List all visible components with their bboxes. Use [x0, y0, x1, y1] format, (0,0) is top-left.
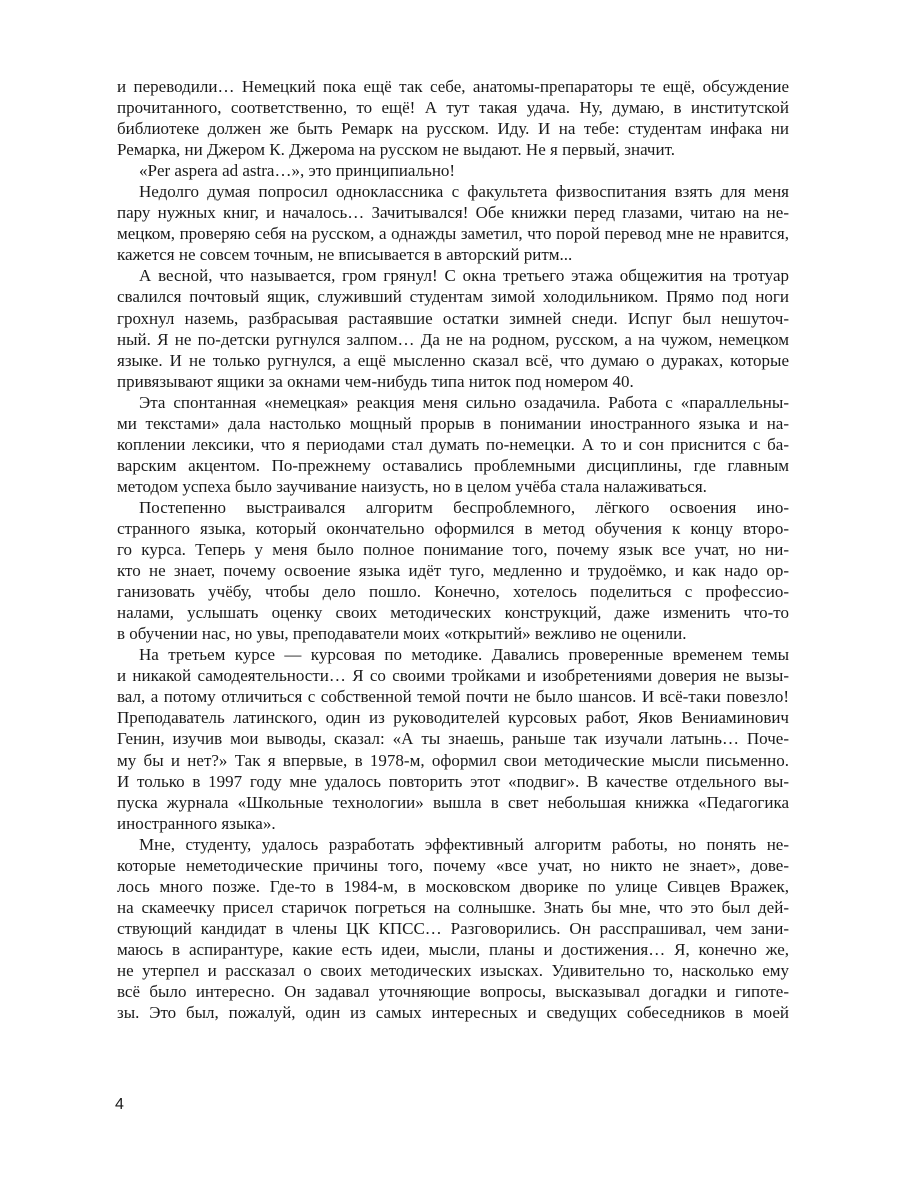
text-line-content: на скамеечку присел старичок погреться на солнышке. Знать бы мне, что это был дей- [117, 897, 789, 917]
text-line-content: Эта спонтанная «немецкая» реакция меня сильно озадачила. Работа с «параллельны- [139, 392, 789, 412]
text-line [117, 855, 789, 876]
text-line-content: лось много позже. Где-то в 1984-м, в московском дворике по улице Сивцев Вражек, [117, 876, 789, 896]
text-line [117, 897, 789, 918]
text-line [117, 308, 789, 329]
text-line-content: коплении лексики, что я периодами стал думать по-немецки. А то и сон приснится с ба- [117, 434, 789, 454]
paragraph [117, 644, 789, 833]
text-line-content: И только в 1997 году мне удалось повторить этот «подвиг». В качестве отдельного вы- [117, 771, 789, 791]
text-line-content: языке. И не только ругнулся, а ещё мысленно сказал всё, что думаю о дураках, которые [117, 350, 789, 370]
text-line [117, 771, 789, 792]
text-line [117, 497, 789, 518]
text-line [117, 181, 789, 202]
text-line [117, 834, 789, 855]
text-line-content: ствующий кандидат в члены ЦК КПСС… Разговорились. Он расспрашивал, чем зани- [117, 918, 789, 938]
text-line [117, 644, 789, 665]
text-line [117, 160, 789, 181]
text-line-content: пару нужных книг, и началось… Зачитывался! Обе книжки перед глазами, читаю на не- [117, 203, 789, 223]
text-line-content: го курса. Теперь у меня было полное понимание того, почему язык все учат, но ни- [117, 540, 789, 560]
text-line-content: иностранного языка». [117, 813, 276, 833]
text-line [117, 707, 789, 728]
text-line-content: кто не знает, почему освоение языка идёт туго, медленно и трудоёмко, и как надо ор- [117, 561, 789, 581]
text-line [117, 560, 789, 581]
text-line [117, 750, 789, 771]
text-line-content: Генин, изучив мои выводы, сказал: «А ты знаешь, раньше так изучали латынь… Поче- [117, 729, 789, 749]
text-line [117, 329, 789, 350]
text-line [117, 813, 789, 834]
paragraph [117, 160, 789, 181]
text-line [117, 981, 789, 1002]
text-line [117, 728, 789, 749]
text-line [117, 918, 789, 939]
text-line-content: странного языка, который окончательно оформился в метод обучения к концу второ- [117, 518, 789, 538]
text-line [117, 350, 789, 371]
paragraph [117, 834, 789, 1023]
text-line [117, 1002, 789, 1023]
text-line-content: кажется не совсем точным, не вписывается в авторский ритм... [117, 245, 573, 265]
page-number: 4 [115, 1096, 124, 1113]
text-line-content: в обучении нас, но увы, преподаватели моих «открытий» вежливо не оценили. [117, 624, 687, 644]
text-line-content: Преподаватель латинского, один из руководителей курсовых работ, Яков Вениаминович [117, 708, 789, 728]
text-line-content: методом успеха было заучивание наизусть, но в целом учёба стала налаживаться. [117, 476, 707, 496]
text-line [117, 686, 789, 707]
text-line [117, 202, 789, 223]
text-line-content: не утерпел и рассказал о своих методических изысках. Удивительно то, насколько ему [117, 960, 789, 980]
text-line-content: налами, услышать оценку своих методических конструкций, даже изменить что-то [117, 603, 789, 623]
text-line [117, 623, 789, 644]
text-line-content: прочитанного, соответственно, то ещё! А тут такая удача. Ну, думаю, в институтской [117, 98, 789, 118]
text-line [117, 434, 789, 455]
text-line [117, 939, 789, 960]
text-line [117, 792, 789, 813]
text-line [117, 223, 789, 244]
text-line-content: пуска журнала «Школьные технологии» вышла в свет небольшая книжка «Педагогика [117, 792, 789, 812]
text-line [117, 76, 789, 97]
text-line [117, 665, 789, 686]
text-line-content: которые неметодические причины того, почему «все учат, но никто не знает», дове- [117, 855, 789, 875]
text-line-content: и никакой самодеятельности… Я со своими тройками и изобретениями доверия не вызы- [117, 666, 789, 686]
text-line-content: Недолго думая попросил одноклассника с факультета физвоспитания взять для меня [139, 182, 789, 202]
text-line [117, 455, 789, 476]
paragraph [117, 181, 789, 265]
paragraph [117, 392, 789, 497]
text-line [117, 581, 789, 602]
text-line [117, 602, 789, 623]
text-line-content: зы. Это был, пожалуй, один из самых интересных и сведущих собеседников в моей [117, 1003, 789, 1023]
text-line [117, 960, 789, 981]
text-line-content: му бы и нет?» Так я впервые, в 1978-м, оформил свои методические мысли письменно. [117, 750, 789, 770]
text-line-content: вал, а потому отличиться с собственной темой почти не было шансов. И всё-таки повезло! [117, 687, 789, 707]
text-line-content: Постепенно выстраивался алгоритм беспроблемного, лёгкого освоения ино- [139, 497, 789, 517]
text-line-content: А весной, что называется, гром грянул! С окна третьего этажа общежития на тротуар [139, 266, 789, 286]
text-line-content: библиотеке должен же быть Ремарк на русском. Иду. И на тебе: студентам инфака ни [117, 119, 789, 139]
body-text [117, 76, 789, 1023]
text-line-content: маюсь в аспирантуре, какие есть идеи, мысли, планы и достижения… Я, конечно же, [117, 939, 789, 959]
text-line-content: На третьем курсе — курсовая по методике. Давались проверенные временем темы [139, 645, 789, 665]
paragraph [117, 265, 789, 391]
text-line-content: мецком, проверяю себя на русском, а однажды заметил, что порой перевод мне не нравится, [117, 224, 789, 244]
paragraph [117, 76, 789, 160]
text-line-content: привязывают ящики за окнами чем-нибудь типа ниток под номером 40. [117, 371, 634, 391]
text-line-content: и переводили… Немецкий пока ещё так себе, анатомы-препараторы те ещё, обсуждение [117, 77, 789, 96]
text-line [117, 476, 789, 497]
text-line-content: Мне, студенту, удалось разработать эффективный алгоритм работы, но понять не- [139, 834, 789, 854]
text-line [117, 97, 789, 118]
text-line [117, 876, 789, 897]
text-line [117, 413, 789, 434]
text-line [117, 286, 789, 307]
text-line [117, 265, 789, 286]
text-line [117, 118, 789, 139]
text-line-content: всё было интересно. Он задавал уточняющие вопросы, высказывал догадки и гипоте- [117, 982, 789, 1002]
text-line [117, 539, 789, 560]
text-line [117, 392, 789, 413]
text-line [117, 371, 789, 392]
text-line [117, 518, 789, 539]
text-line [117, 139, 789, 160]
text-line-content: ми текстами» дала настолько мощный прорыв в понимании иностранного языка и на- [117, 413, 789, 433]
text-line-content: «Per aspera ad astra…», это принципиально! [139, 161, 456, 181]
text-line [117, 244, 789, 265]
text-line-content: Ремарка, ни Джером К. Джерома на русском не выдают. Не я первый, значит. [117, 140, 675, 160]
text-line-content: варским акцентом. По-прежнему оставались проблемными дисциплины, где главным [117, 455, 789, 475]
text-line-content: свалился почтовый ящик, служивший студентам зимой холодильником. Прямо под ноги [117, 287, 789, 307]
text-line-content: ганизовать учёбу, чтобы дело пошло. Конечно, хотелось поделиться с профессио- [117, 582, 789, 602]
text-line-content: грохнул наземь, разбрасывая растаявшие остатки зимней снеди. Испуг был нешуточ- [117, 308, 789, 328]
paragraph [117, 497, 789, 644]
text-line-content: ный. Я не по-детски ругнулся залпом… Да не на родном, русском, а на чужом, немецком [117, 329, 789, 349]
